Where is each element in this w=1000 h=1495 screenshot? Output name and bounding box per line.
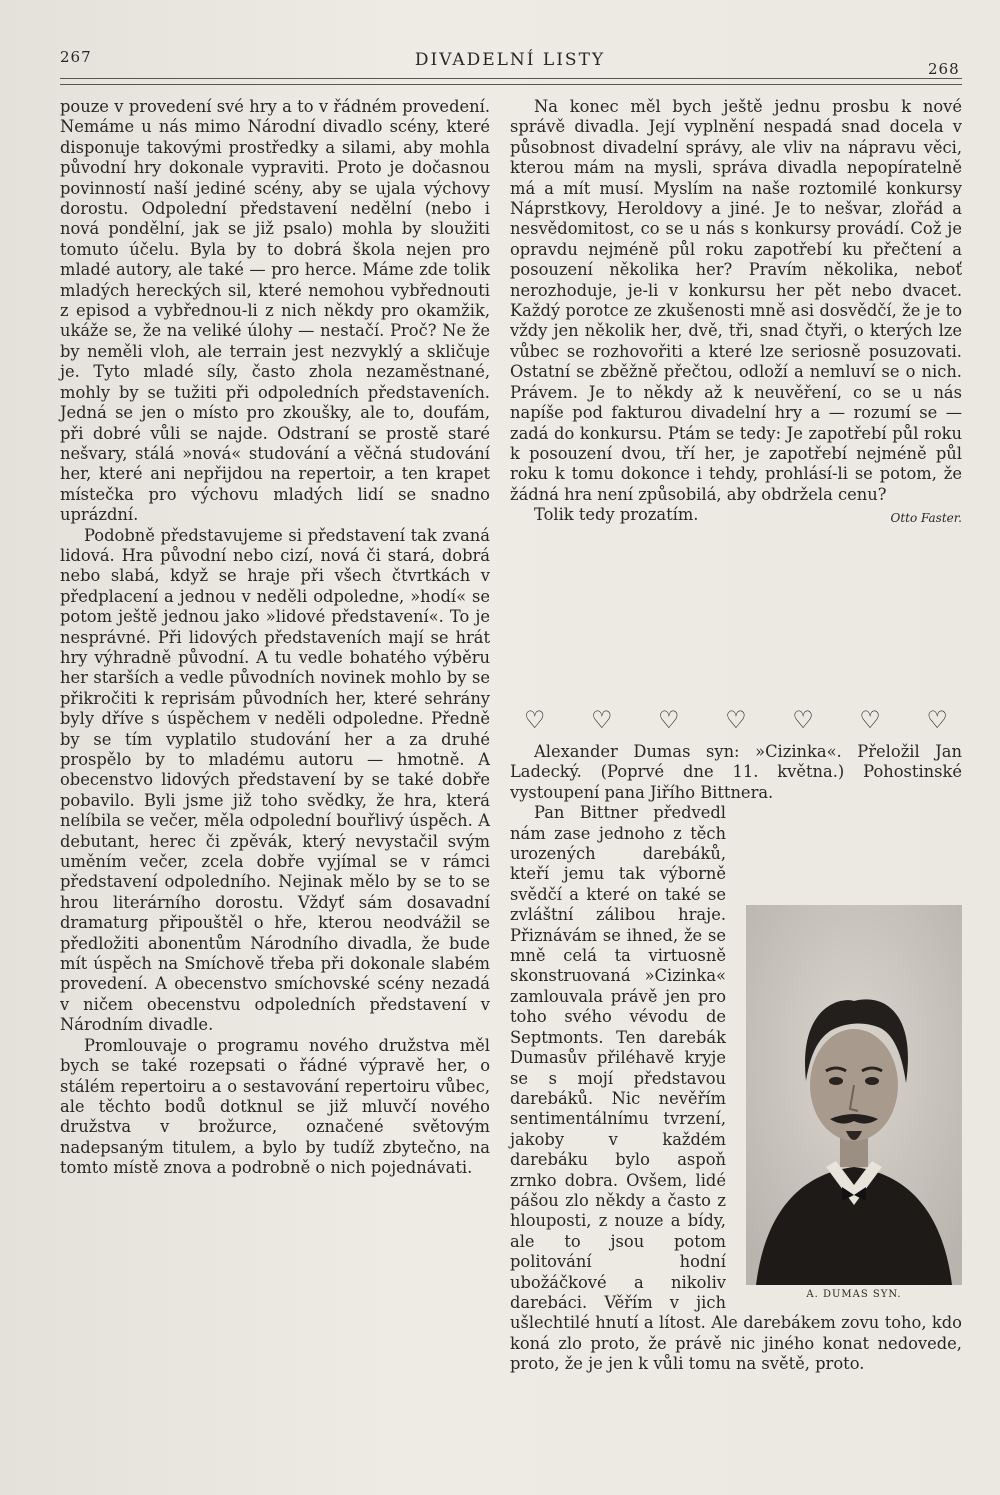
heart-ornament-icon: ♡ [591,706,613,734]
header-rule [60,78,962,79]
portrait-engraving [746,905,962,1285]
heart-ornament-icon: ♡ [792,706,814,734]
paragraph: Na konec měl bych ještě jednu prosbu k nové správě divadla. Její vyplnění nespadá snad docela v působnost divadelní správy, ale vliv na nápravu věci, kterou mám na mysli, správa divadla nepopíratelně má a mít musí. Myslím na naše roztomilé konkursy Náprstkovy, Heroldovy a jiné. Je to nešvar, zlořád a nesvědomitost, co se u nás s konkursy provádí. Což je opravdu nejméně půl roku zapotřebí ku přečtení a posouzení několika her? Pravím několika, neboť nerozhoduje, je-li v konkursu her pět nebo dvacet. Každý porotce ze zkušenosti mně asi dosvědčí, že je to vždy jen několik her, dvě, tři, snad čtyři, o kterých lze vůbec se rozhovořiti a které lze seriosně posuzovati. Ostatní se zběžně přečtou, odloží a nemluví se o nich. Právem. Je to někdy až k neuvěření, co se u nás napíše pod fakturou divadelní hry a — rozumí se — zadá do konkursu. Ptám se tedy: Je zapotřebí půl roku k posouzení dvou, tří her, je zapotřebí nejméně půl roku k tomu dokonce i tehdy, prohlásí-li se potom, že žádná hra není způsobilá, aby obdržela cenu? [510,97,962,504]
header-rule-double [60,84,962,85]
closing-line: Tolik tedy prozatím. [534,505,699,525]
left-column [60,97,490,1179]
right-column [510,97,962,529]
review-heading: Alexander Dumas syn: »Cizinka«. Přeložil Jan Ladecký. (Poprvé dne 11. května.) Pohostinské vystoupení pana Jiřího Bittnera. [510,742,962,802]
page-number-right: 268 [928,60,960,78]
portrait-caption: A. DUMAS SYN. [806,1289,902,1300]
dumas-portrait-image [746,905,962,1285]
review-body: Pan Bittner předvedl nám zase jednoho z těch urozených darebáků, kteří jemu tak výborně svědčí a které on také se zvláštní zálibou hraje. Přiznávám se ihned, že se mně celá ta virtuosně skonstruovaná »Cizinka« zamlouvala právě jen pro toho svého vévodu de Septmonts. Ten darebák Dumasův přiléhavě kryje se s mojí představou darebáků. Nic nevěřím sentimentálnímu tvrzení, jakoby v každém darebáku bylo aspoň zrnko dobra. Ovšem, lidé pášou zlo někdy a často z hlouposti, z nouze a bídy, ale to jsou potom politování hodní ubožáčkové a nikoliv darebáci. Věřím v jich ušlechtilé hnutí a lítost. Ale darebákem zovu toho, kdo koná zlo proto, že právě nic jiného konat nedovede, proto, že je jen k vůli tomu na světě, proto. [510,803,962,1374]
heart-ornament-icon: ♡ [859,706,881,734]
heart-ornament-icon: ♡ [725,706,747,734]
heart-ornament-icon: ♡ [926,706,948,734]
paragraph: pouze v provedení své hry a to v řádném provedení. Nemáme u nás mimo Národní divadlo scény, které disponuje takovými prostředky a silami, aby mohla původní hry dokonale vypraviti. Proto je dočasnou povinností naší jediné scény, aby se ujala výchovy dorostu. Odpolední představení nedělní (nebo i nová pondělní, jak se již psalo) mohla by sloužiti tomuto účelu. Byla by to dobrá škola nejen pro mladé autory, ale také — pro herce. Máme zde tolik mladých hereckých sil, které nemohou vybřednouti z episod a vybřednou-li z nich někdy pro okamžik, ukáže se, že na veliké úlohy — nestačí. Proč? Ne že by neměli vloh, ale terrain jest nezvyklý a skličuje je. Tyto mladé síly, často zhola nezaměstnané, mohly by se tužiti při odpoledních představeních. Jedná se jen o místo pro zkoušky, ale to, doufám, při dobré vůli se najde. Odstraní se prostě staré nešvary, stálá »nová« studování a věčná studování her, které ani nepřijdou na repertoir, a ten krapet místečka pro výchovu mladých lidí se snadno uprázdní. [60,97,490,525]
paragraph: Promlouvaje o programu nového družstva měl bych se také rozepsati o řádné výpravě her, o stálém repertoiru a o sestavování repertoiru vůbec, ale těchto bodů dotknul se již mluvčí nového družstva v brožurce, označené světovým nadepsaným titulem, a bylo by tudíž zbytečno, na tomto místě znova a podrobně o nich pojednávati. [60,1035,490,1178]
author-signature: Otto Faster. [890,511,962,526]
paragraph [510,505,962,525]
section-divider [510,707,962,733]
heart-ornament-icon: ♡ [658,706,680,734]
heart-ornament-icon: ♡ [524,706,546,734]
page-number-left: 267 [60,48,92,66]
running-title: DIVADELNÍ LISTY [414,50,606,70]
paragraph: Podobně představujeme si představení tak zvaná lidová. Hra původní nebo cizí, nová či stará, dobrá nebo slabá, když se hraje při všech čtvrtkách v předplacení a jednou v neděli odpoledne, »hodí« se potom ještě jednou jako »lidové představení«. To je nesprávné. Při lidových představeních mají se hrát hry výhradně původní. A tu vedle bohatého výběru her starších a vedle původních novinek mohlo by se přikročiti k reprisám původních her, které sehrány byly dříve s úspěchem v neděli odpoledne. Předně by se tím vyplatilo studování her a za druhé prospělo by to mladému autoru — hmotně. A obecenstvo lidových představení by se také dobře pobavilo. Byli jsme již toho svědky, že hra, která nelíbila se večer, měla odpolední bouřlivý úspěch. A debutant, herec či zpěvák, který nevystačil svým uměním večer, zcela dobře vyjímal se v rámci představení odpoledního. Nejinak mělo by se to se hrou literárního dorostu. Vždyť sám dosavadní dramaturg připouštěl o hře, kterou neodvážil se předložiti abonentům Národního divadla, že bude mít úspěch na Smíchově třeba při dokonale slabém provedení. A obecenstvo smíchovské scény nezadá v ničem obecenstvu odpoledních představení v Národním divadle. [60,525,490,1035]
